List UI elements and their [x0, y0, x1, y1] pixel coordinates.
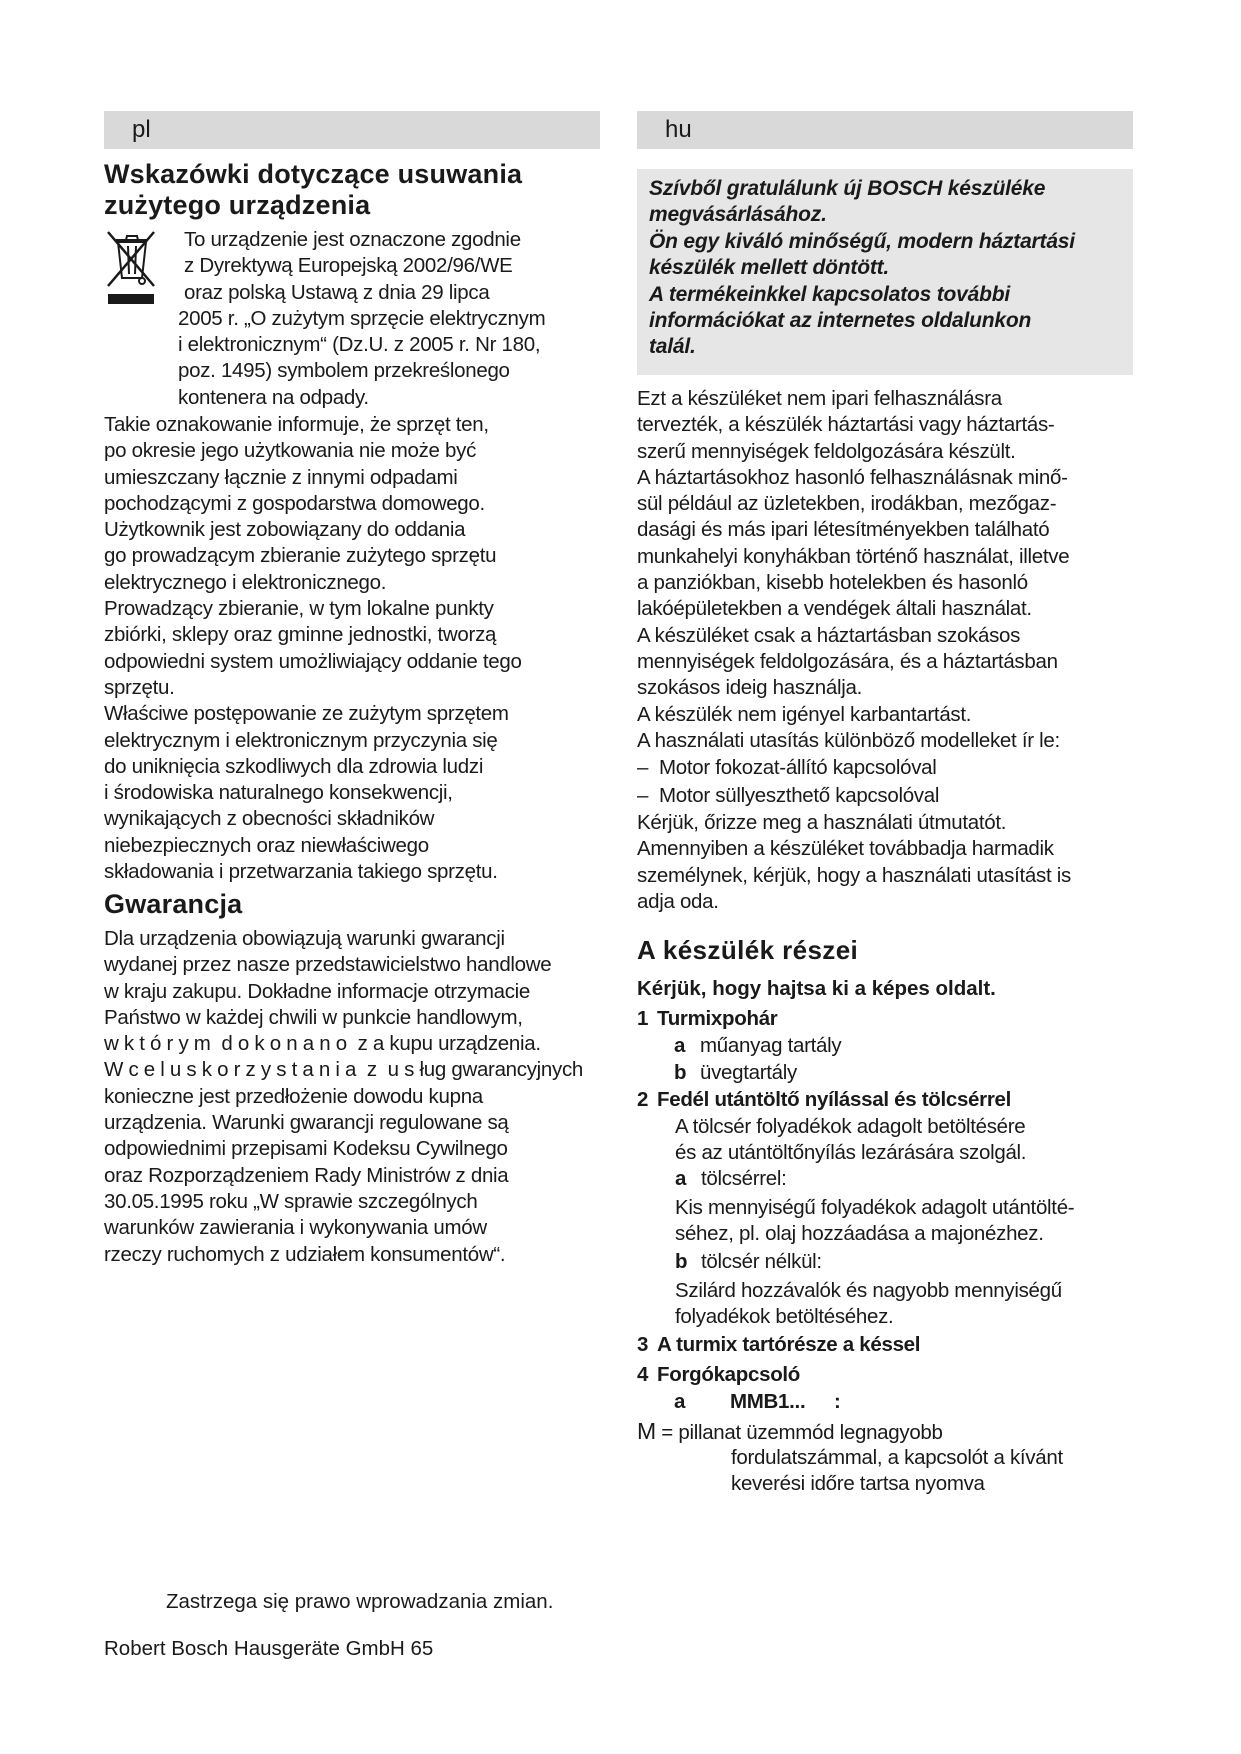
text-line: és az utántöltőnyílás lezárására szolgál.: [675, 1141, 1027, 1164]
text-line: a panziókban, kisebb hotelekben és hasonló: [637, 571, 1028, 595]
text-line: séhez, pl. olaj hozzáadása a majonézhez.: [675, 1222, 1044, 1245]
text-line: i środowiska naturalnego konsekwencji,: [104, 781, 453, 805]
text-line: elektrycznego i elektronicznego.: [104, 570, 387, 594]
part-2: [637, 1087, 1011, 1113]
text-line: poz. 1495) symbolem przekreślonego: [178, 359, 510, 383]
dash: –: [637, 756, 649, 780]
disposal-heading: Wskazówki dotyczące usuwania zużytego urządzenia: [104, 159, 523, 220]
text-line: odpowiedni system umożliwiający oddanie tego: [104, 649, 522, 673]
text-line: niebezpiecznych oraz niewłaściwego: [104, 833, 429, 857]
text-line: lakóépületekben a vendégek általi használat.: [637, 597, 1032, 621]
text-line: Amennyiben a készüléket továbbadja harmadik: [637, 837, 1054, 861]
text-line: folyadékok betöltéséhez.: [675, 1305, 894, 1328]
list-item: [637, 754, 1137, 782]
text-line: konieczne jest przedłożenie dowodu kupna: [104, 1084, 483, 1108]
model-item: Motor fokozat-állító kapcsolóval: [659, 756, 937, 780]
part-number: 1: [637, 1007, 649, 1030]
text-line: Państwo w każdej chwili w punkcie handlowym,: [104, 1005, 523, 1029]
text-line: Właściwe postępowanie ze zużytym sprzętem: [104, 702, 509, 726]
text-line: mennyiségek feldolgozására, és a háztartásban: [637, 649, 1058, 673]
text-line: dasági és más ipari létesítményekben található: [637, 518, 1050, 542]
text-line: Takie oznakowanie informuje, że sprzęt ten,: [104, 413, 489, 436]
part-title: Fedél utántöltő nyílással és tölcsérrel: [657, 1088, 1012, 1111]
text-line: 30.05.1995 roku „W sprawie szczególnych: [104, 1189, 478, 1213]
text-line: sprzętu.: [104, 675, 175, 699]
text-line: adja oda.: [637, 890, 719, 914]
mode-m-desc: [731, 1445, 1063, 1497]
intro-text: [649, 176, 1129, 361]
text-line: Użytkownik jest zobowiązany do oddania: [104, 518, 466, 542]
model-item: Motor süllyeszthető kapcsolóval: [659, 784, 940, 808]
text-line: A termékeinkkel kapcsolatos további: [649, 282, 1011, 306]
warranty-heading: Gwarancja: [104, 889, 243, 919]
text-line: információkat az internetes oldalunkon: [649, 309, 1032, 333]
sub-text: műanyag tartály: [700, 1034, 842, 1057]
text-line: Szilárd hozzávalók és nagyobb mennyiségű: [675, 1279, 1062, 1302]
text-line: munkahelyi konyhákban történő használat, illetve: [637, 544, 1070, 568]
text-line: warunków zawierania i wykonywania umów: [104, 1216, 487, 1240]
text-line: wydanej przez nasze przedstawicielstwo handlowe: [104, 953, 552, 977]
text-line: w k t ó r y m d o k o n a n o z a kupu urządzenia.: [104, 1032, 541, 1056]
text-line: keverési időre tartsa nyomva: [731, 1472, 985, 1495]
mode-label: M: [637, 1418, 656, 1444]
part-2a-desc: [675, 1195, 1074, 1247]
text-line: w kraju zakupu. Dokładne informacje otrzymacie: [104, 979, 530, 1003]
part-1a: [674, 1033, 841, 1059]
model-name: MMB1...: [730, 1390, 806, 1413]
language-label-pl: pl: [132, 116, 151, 143]
text-line: rzeczy ruchomych z udziałem konsumentów“.: [104, 1242, 506, 1266]
text-line: sül például az üzletekben, irodákban, mezőgaz-: [637, 492, 1057, 516]
equals: =: [661, 1421, 673, 1444]
text-line: személynek, kérjük, hogy a használati utasítást is: [637, 863, 1071, 887]
model-list: [637, 754, 1137, 810]
colon: :: [834, 1390, 841, 1413]
text-line: szerű mennyiségek feldolgozására készült.: [637, 439, 1016, 463]
footer-publisher: Robert Bosch Hausgeräte GmbH 65: [104, 1637, 434, 1660]
text-line: składowania i przetwarzania takiego sprzętu.: [104, 860, 498, 884]
text-line: odpowiednimi przepisami Kodeksu Cywilnego: [104, 1137, 508, 1161]
language-bar-hu: [637, 111, 1133, 149]
mode-m: [637, 1418, 943, 1446]
text-line: pillanat üzemmód legnagyobb: [678, 1421, 943, 1444]
part-2b: [675, 1249, 822, 1275]
text-line: A készülék nem igényel karbantartást.: [637, 702, 972, 726]
text-line: talál.: [649, 335, 696, 359]
text-line: zbiórki, sklepy oraz gminne jednostki, tworzą: [104, 623, 497, 647]
text-line: W c e l u s k o r z y s t a n i a z u s ług gwarancyjnych: [104, 1058, 584, 1082]
parts-heading: A készülék részei: [637, 935, 859, 965]
text-line: készülék mellett döntött.: [649, 256, 890, 280]
text-line: oraz Rozporządzeniem Rady Ministrów z dnia: [104, 1163, 509, 1187]
sub-text: tölcsér nélkül:: [701, 1250, 822, 1273]
part-number: 4: [637, 1363, 649, 1386]
text-line: Ön egy kiváló minőségű, modern háztartási: [649, 229, 1075, 253]
text-line: To urządzenie jest oznaczone zgodnie: [184, 228, 521, 251]
text-line: do uniknięcia szkodliwych dla zdrowia ludzi: [104, 754, 484, 778]
parts-subheading: Kérjük, hogy hajtsa ki a képes oldalt.: [637, 977, 996, 1000]
sub-letter: a: [674, 1034, 686, 1057]
text-line: i elektronicznym“ (Dz.U. z 2005 r. Nr 180,: [178, 333, 541, 357]
text-line: Dla urządzenia obowiązują warunki gwarancji: [104, 927, 505, 950]
text-line: A háztartásokhoz hasonló felhasználásnak minő-: [637, 465, 1068, 489]
warranty-text: [104, 926, 644, 1268]
text-line: Kis mennyiségű folyadékok adagolt utántölté-: [675, 1196, 1075, 1219]
language-label-hu: hu: [665, 116, 692, 143]
text-line: megvásárlásához.: [649, 203, 827, 227]
part-4: [637, 1362, 800, 1388]
dash: –: [637, 784, 649, 808]
text-line: urządzenia. Warunki gwarancji regulowane są: [104, 1111, 509, 1135]
text-line: oraz polską Ustawą z dnia 29 lipca: [184, 280, 490, 304]
text-line: umieszczany łącznie z innymi odpadami: [104, 465, 458, 489]
part-2-desc: [675, 1114, 1026, 1166]
sub-letter: b: [675, 1250, 688, 1273]
text-line: A használati utasítás különböző modelleket ír le:: [637, 728, 1060, 752]
part-2b-desc: [675, 1278, 1062, 1330]
text-line: 2005 r. „O zużytym sprzęcie elektrycznym: [178, 306, 546, 330]
text-line: Kérjük, őrizze meg a használati útmutatót.: [637, 811, 1007, 835]
part-number: 2: [637, 1088, 649, 1111]
text-line: A készüléket csak a háztartásban szokásos: [637, 623, 1021, 647]
text-line: kontenera na odpady.: [178, 385, 369, 409]
part-title: Forgókapcsoló: [657, 1363, 801, 1386]
list-item: [637, 782, 1137, 810]
text-line: pochodzącymi z gospodarstwa domowego.: [104, 491, 485, 515]
text-line: Prowadzący zbieranie, w tym lokalne punkty: [104, 597, 494, 621]
text-line: po okresie jego użytkowania nie może być: [104, 439, 477, 463]
text-line: fordulatszámmal, a kapcsolót a kívánt: [731, 1446, 1063, 1469]
text-line: szokásos ideig használja.: [637, 676, 862, 700]
part-1: [637, 1006, 777, 1032]
language-bar-pl: [104, 111, 600, 149]
part-4a: [674, 1389, 841, 1415]
disposal-text: [104, 412, 604, 885]
part-1b: [674, 1060, 797, 1086]
sub-text: tölcsérrel:: [701, 1167, 787, 1190]
crossed-out-wheelie-bin-icon: [106, 228, 156, 308]
sub-letter: b: [674, 1061, 687, 1084]
text-line: tervezték, a készülék háztartási vagy háztartás-: [637, 413, 1055, 437]
text-line: A tölcsér folyadékok adagolt betöltésére: [675, 1115, 1026, 1138]
part-number: 3: [637, 1333, 649, 1356]
part-title: Turmixpohár: [657, 1007, 778, 1030]
text-line: Szívből gratulálunk új BOSCH készüléke: [649, 177, 1046, 200]
disposal-icon-text: [178, 227, 604, 411]
part-2a: [675, 1166, 787, 1192]
part-3: [637, 1332, 920, 1358]
text-line: wynikających z obecności składników: [104, 807, 435, 831]
sub-letter: a: [675, 1167, 687, 1190]
usage-text: [637, 386, 1137, 915]
text-line: go prowadzącym zbieranie zużytego sprzętu: [104, 544, 497, 568]
text-line: elektrycznym i elektronicznym przyczynia się: [104, 728, 498, 752]
sub-letter: a: [674, 1390, 686, 1413]
text-line: Ezt a készüléket nem ipari felhasználásra: [637, 387, 1002, 410]
part-title: A turmix tartórésze a késsel: [657, 1333, 921, 1356]
footer-note: Zastrzega się prawo wprowadzania zmian.: [166, 1590, 554, 1613]
sub-text: üvegtartály: [700, 1061, 797, 1084]
text-line: z Dyrektywą Europejską 2002/96/WE: [184, 254, 513, 278]
